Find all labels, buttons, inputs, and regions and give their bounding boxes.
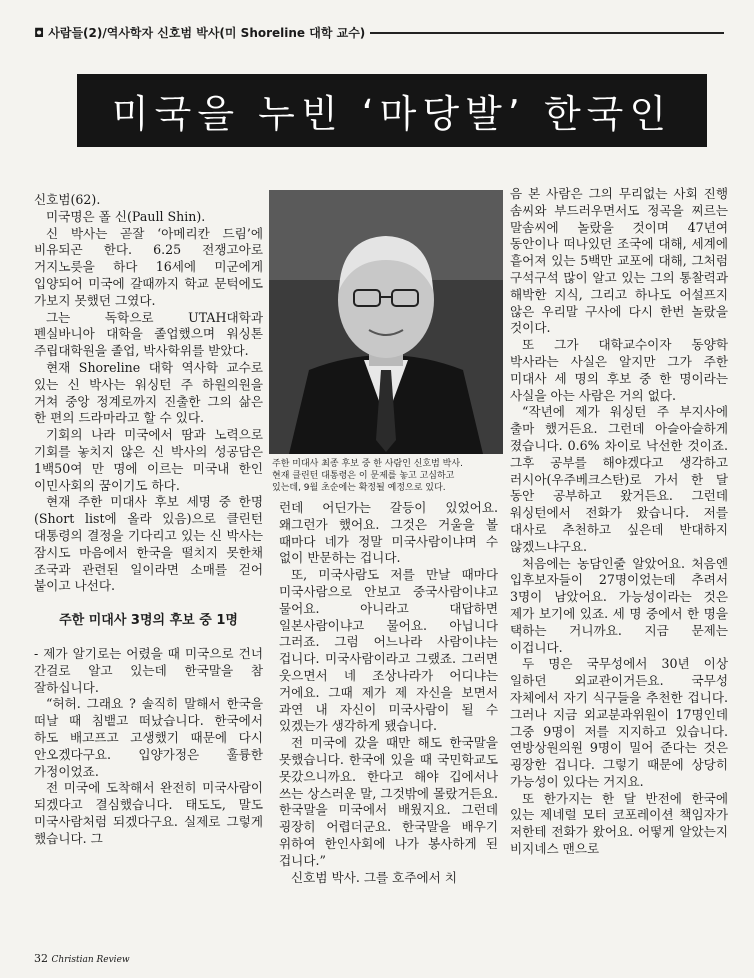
paragraph: 전 미국에 갔을 때만 해도 한국말을 못했습니다. 한국에 있을 때 국민학교도 못갔으니까요. 한다고 해야 깁에서나 쓰는 상스러운 말, 그것밖에 몰랐거든요. 한국말을 미국에서 배웠지요. 그런데 굉장히 어렵더군요. 한국말을 배우기 위하여 한인사회에 나가 봉사하게 된 겁니다.” <box>279 735 498 868</box>
paragraph: - 제가 알기로는 어렸을 때 미국으로 건너 간걸로 알고 있는데 한국말을 참 잘하십니다. <box>34 645 263 695</box>
paragraph: 그는 독학으로 UTAH대학과 펜실바니아 대학을 졸업했으며 워싱톤 주립대학원을 졸업, 박사학위를 받았다. <box>34 309 263 359</box>
page-number: 32 <box>34 952 48 965</box>
paragraph: 런데 어딘가는 갈등이 있었어요. 왜그런가 했어요. 그것은 거울을 볼 때마다 네가 정말 미국사람이냐며 수 없이 반문하는 겁니다. <box>279 500 498 566</box>
paragraph: 신호범(62). <box>34 192 101 207</box>
column-1 <box>34 192 263 847</box>
column-3 <box>510 186 728 858</box>
title-banner <box>77 74 707 147</box>
paragraph: 또 한가지는 한 달 반전에 한국에 있는 제네럴 모터 코포레이션 책임자가 저한테 전화가 왔어요. 어떻게 알았는지 비지네스 맨으로 <box>510 790 728 857</box>
photo-caption <box>272 458 504 494</box>
paragraph: 기회의 나라 미국에서 땀과 노력으로 기회를 놓치지 않은 신 박사의 성공담은 1백50여 만 명에 이르는 미국내 한인 이민사회의 꿈이기도 하다. <box>34 427 263 493</box>
caption-line: 있는데, 9월 초순에는 확정될 예정으로 있다. <box>272 483 446 493</box>
paragraph: 현재 주한 미대사 후보 세명 중 한명(Short list에 올라 있음)으로 클린턴 대통령의 결정을 기다리고 있는 신 박사는 잠시도 마음에서 한국을 떨치지 못한채 조국과 관련된 일이라면 소매를 걷어 붙이고 나선다. <box>34 494 263 594</box>
paragraph: 미국명은 폴 신(Paull Shin). <box>46 208 206 224</box>
article-title: 미국을 누빈 ‘마당발’ 한국인 <box>111 92 673 136</box>
paragraph: “허허. 그래요 ? 솔직히 말해서 한국을 떠날 때 침뱉고 떠났습니다. 한국에서 하도 배고프고 고생했기 때문에 다시 안오겠다구요. 입양가정은 훌륭한 가정이었죠. <box>34 696 263 779</box>
paragraph: 또, 미국사람도 저를 만날 때마다 미국사람으로 안보고 중국사람이냐고 물어요. 아니라고 대답하면 일본사람이냐고 물어요. 아닙니다 그러죠. 그럼 어느나라 사람이냐는 겁니다. 미국사람이라고 그랬죠. 그러면 웃으면서 네 조상나라가 어디냐는 거에요. 그때 제가 제 자신을 보면서 과연 내 자신이 미국사람이 될 수 있겠는가 생각하게 됐습니다. <box>279 567 498 734</box>
page-footer <box>34 952 130 965</box>
paragraph: 또 그가 대학교수이자 동양학 박사라는 사실은 알지만 그가 주한 미대사 세 명의 후보 중 한 명이라는 사실을 아는 사람은 거의 없다. <box>510 337 728 403</box>
paragraph: 처음에는 농담인줄 알았어요. 처음엔 입후보자들이 27명이었는데 추려서 3명이 남았어요. 가능성이라는 것은 제가 보기에 있죠. 세 명 중에서 한 명을 택하는 거니까요. 지금 문제는 이겁니다. <box>510 555 728 655</box>
paragraph: 두 명은 국무성에서 30년 이상 일하던 외교관이거든요. 국무성 자체에서 자기 식구들을 추천한 겁니다. 그러나 지금 외교분과위원이 17명인데 그중 9명이 저를 지지하고 있습니다. 연방상원의원 9명이 밀어 준다는 것은 굉장한 겁니다. 그렇기 때문에 상당히 가능성이 있다는 거지요. <box>510 656 728 789</box>
paragraph: 현재 Shoreline 대학 역사학 교수로 있는 신 박사는 워싱턴 주 하원의원을 거쳐 중앙 정계로까지 진출한 그의 삶은 한 편의 드라마라고 할 수 있다. <box>34 359 263 426</box>
section-header: ◘ 사람들(2)/역사학자 신호범 박사(미 Shoreline 대학 교수) <box>34 26 366 40</box>
paragraph: “작년에 제가 워싱턴 주 부지사에 출마 했거든요. 그런데 아슬아슬하게 졌습니다. 0.6% 차이로 낙선한 것이죠. 그후 공부를 해야겠다고 생각하고 러시아(우주베크스탄)로 가서 한 달 동안 공부하고 왔거든요. 그런데 워싱턴에서 전화가 왔습니다. 저를 대사로 추천하고 싶은데 반대하지 않겠느냐구요. <box>510 404 728 554</box>
portrait-photo <box>269 190 503 454</box>
caption-line: 주한 미대사 최종 후보 중 한 사람인 신호범 박사. <box>272 459 463 469</box>
paragraph: 음 본 사람은 그의 무리없는 사회 진행 솜씨와 부드러우면서도 정곡을 찌르는 말솜씨에 놀랐을 것이며 47년여 동안이나 떠나있던 조국에 대해, 세계에 흩어져 있는 5백만 교포에 대해, 그처럼 구석구석 많이 알고 있는 그의 통찰력과 해박한 지식, 그리고 하나도 어설프지 않은 우리말 구사에 다시 한번 놀랐을 것이다. <box>510 186 728 336</box>
caption-line: 현재 클린턴 대통령은 이 문제를 놓고 고심하고 <box>272 471 455 481</box>
paragraph: 신호범 박사. 그를 호주에서 치 <box>291 869 458 885</box>
column-2 <box>279 500 498 886</box>
paragraph: 전 미국에 도착해서 완전히 미국사람이 되겠다고 결심했습니다. 태도도, 말도 미국사람처럼 되겠다구요. 실제로 그렇게 했습니다. 그 <box>34 780 263 846</box>
subheading: 주한 미대사 3명의 후보 중 1명 <box>59 613 238 629</box>
paragraph: 신 박사는 곧잘 ‘아메리칸 드림’에 비유되곤 한다. 6.25 전쟁고아로 거지노릇을 하다 16세에 미군에게 입양되어 미국에 갈때까지 학교 문턱에도 가보지 못했던 그였다. <box>34 225 263 308</box>
header-rule <box>370 32 724 34</box>
magazine-name: Christian Review <box>51 955 130 965</box>
